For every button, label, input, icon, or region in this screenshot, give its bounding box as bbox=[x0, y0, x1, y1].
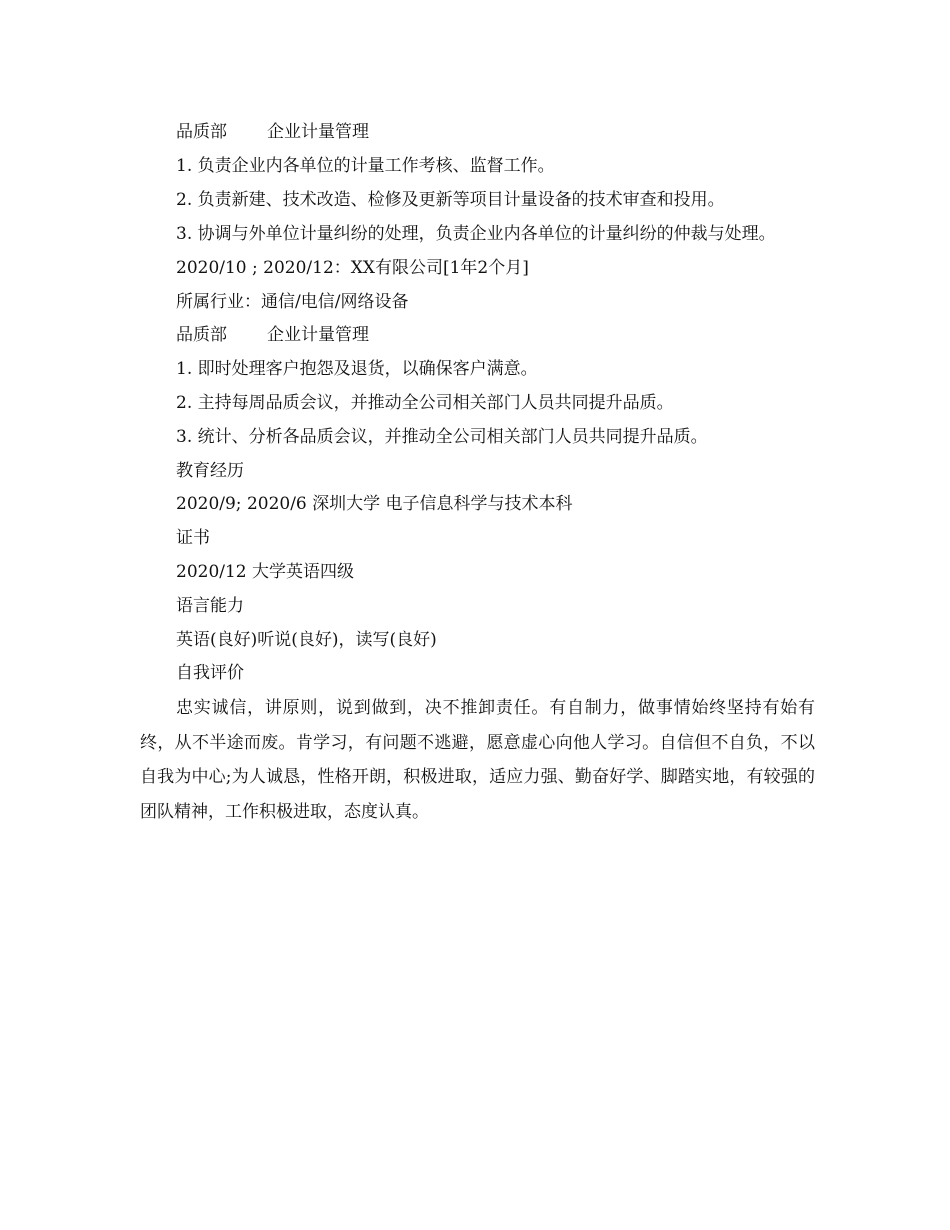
job1-duty-1: 1. 负责企业内各单位的计量工作考核、监督工作。 bbox=[176, 155, 555, 176]
language-entry: 英语(良好)听说(良好)，读写(良好) bbox=[176, 629, 437, 650]
job1-position: 企业计量管理 bbox=[267, 122, 369, 142]
job2-dept: 品质部 bbox=[176, 325, 227, 346]
resume-content bbox=[140, 116, 815, 829]
language-heading: 语言能力 bbox=[176, 595, 244, 616]
certificates-entry: 2020/12 大学英语四级 bbox=[176, 562, 355, 583]
job1-dept: 品质部 bbox=[176, 122, 227, 142]
job1-duty-3: 3. 协调与外单位计量纠纷的处理，负责企业内各单位的计量纠纷的仲裁与处理。 bbox=[176, 224, 776, 245]
job2-duty-2: 2. 主持每周品质会议，并推动全公司相关部门人员共同提升品质。 bbox=[176, 393, 674, 414]
self-evaluation-heading: 自我评价 bbox=[176, 663, 244, 684]
job1-duty-2: 2. 负责新建、技术改造、检修及更新等项目计量设备的技术审查和投用。 bbox=[176, 189, 725, 210]
job2-duty-3: 3. 统计、分析各品质会议，并推动全公司相关部门人员共同提升品质。 bbox=[176, 426, 708, 447]
certificates-heading: 证书 bbox=[176, 528, 210, 549]
job1-title-line bbox=[140, 116, 815, 150]
job2-period: 2020/10 ; 2020/12：XX有限公司[1年2个月] bbox=[176, 257, 529, 278]
job2-title-line bbox=[140, 319, 815, 353]
job2-industry: 所属行业：通信/电信/网络设备 bbox=[176, 291, 409, 312]
education-heading: 教育经历 bbox=[176, 460, 244, 481]
education-entry: 2020/9; 2020/6 深圳大学 电子信息科学与技术本科 bbox=[176, 494, 573, 515]
job2-position: 企业计量管理 bbox=[267, 325, 369, 346]
self-evaluation-text: 忠实诚信，讲原则，说到做到，决不推卸责任。有自制力，做事情始终坚持有始有终，从不半途而废。肯学习，有问题不逃避，愿意虚心向他人学习。自信但不自负，不以自我为中心;为人诚恳，性格开朗，积极进取，适应力强、勤奋好学、脚踏实地，有较强的团队精神，工作积极进取，态度认真。 bbox=[140, 698, 815, 822]
job2-duty-1: 1. 即时处理客户抱怨及退货，以确保客户满意。 bbox=[176, 359, 538, 380]
